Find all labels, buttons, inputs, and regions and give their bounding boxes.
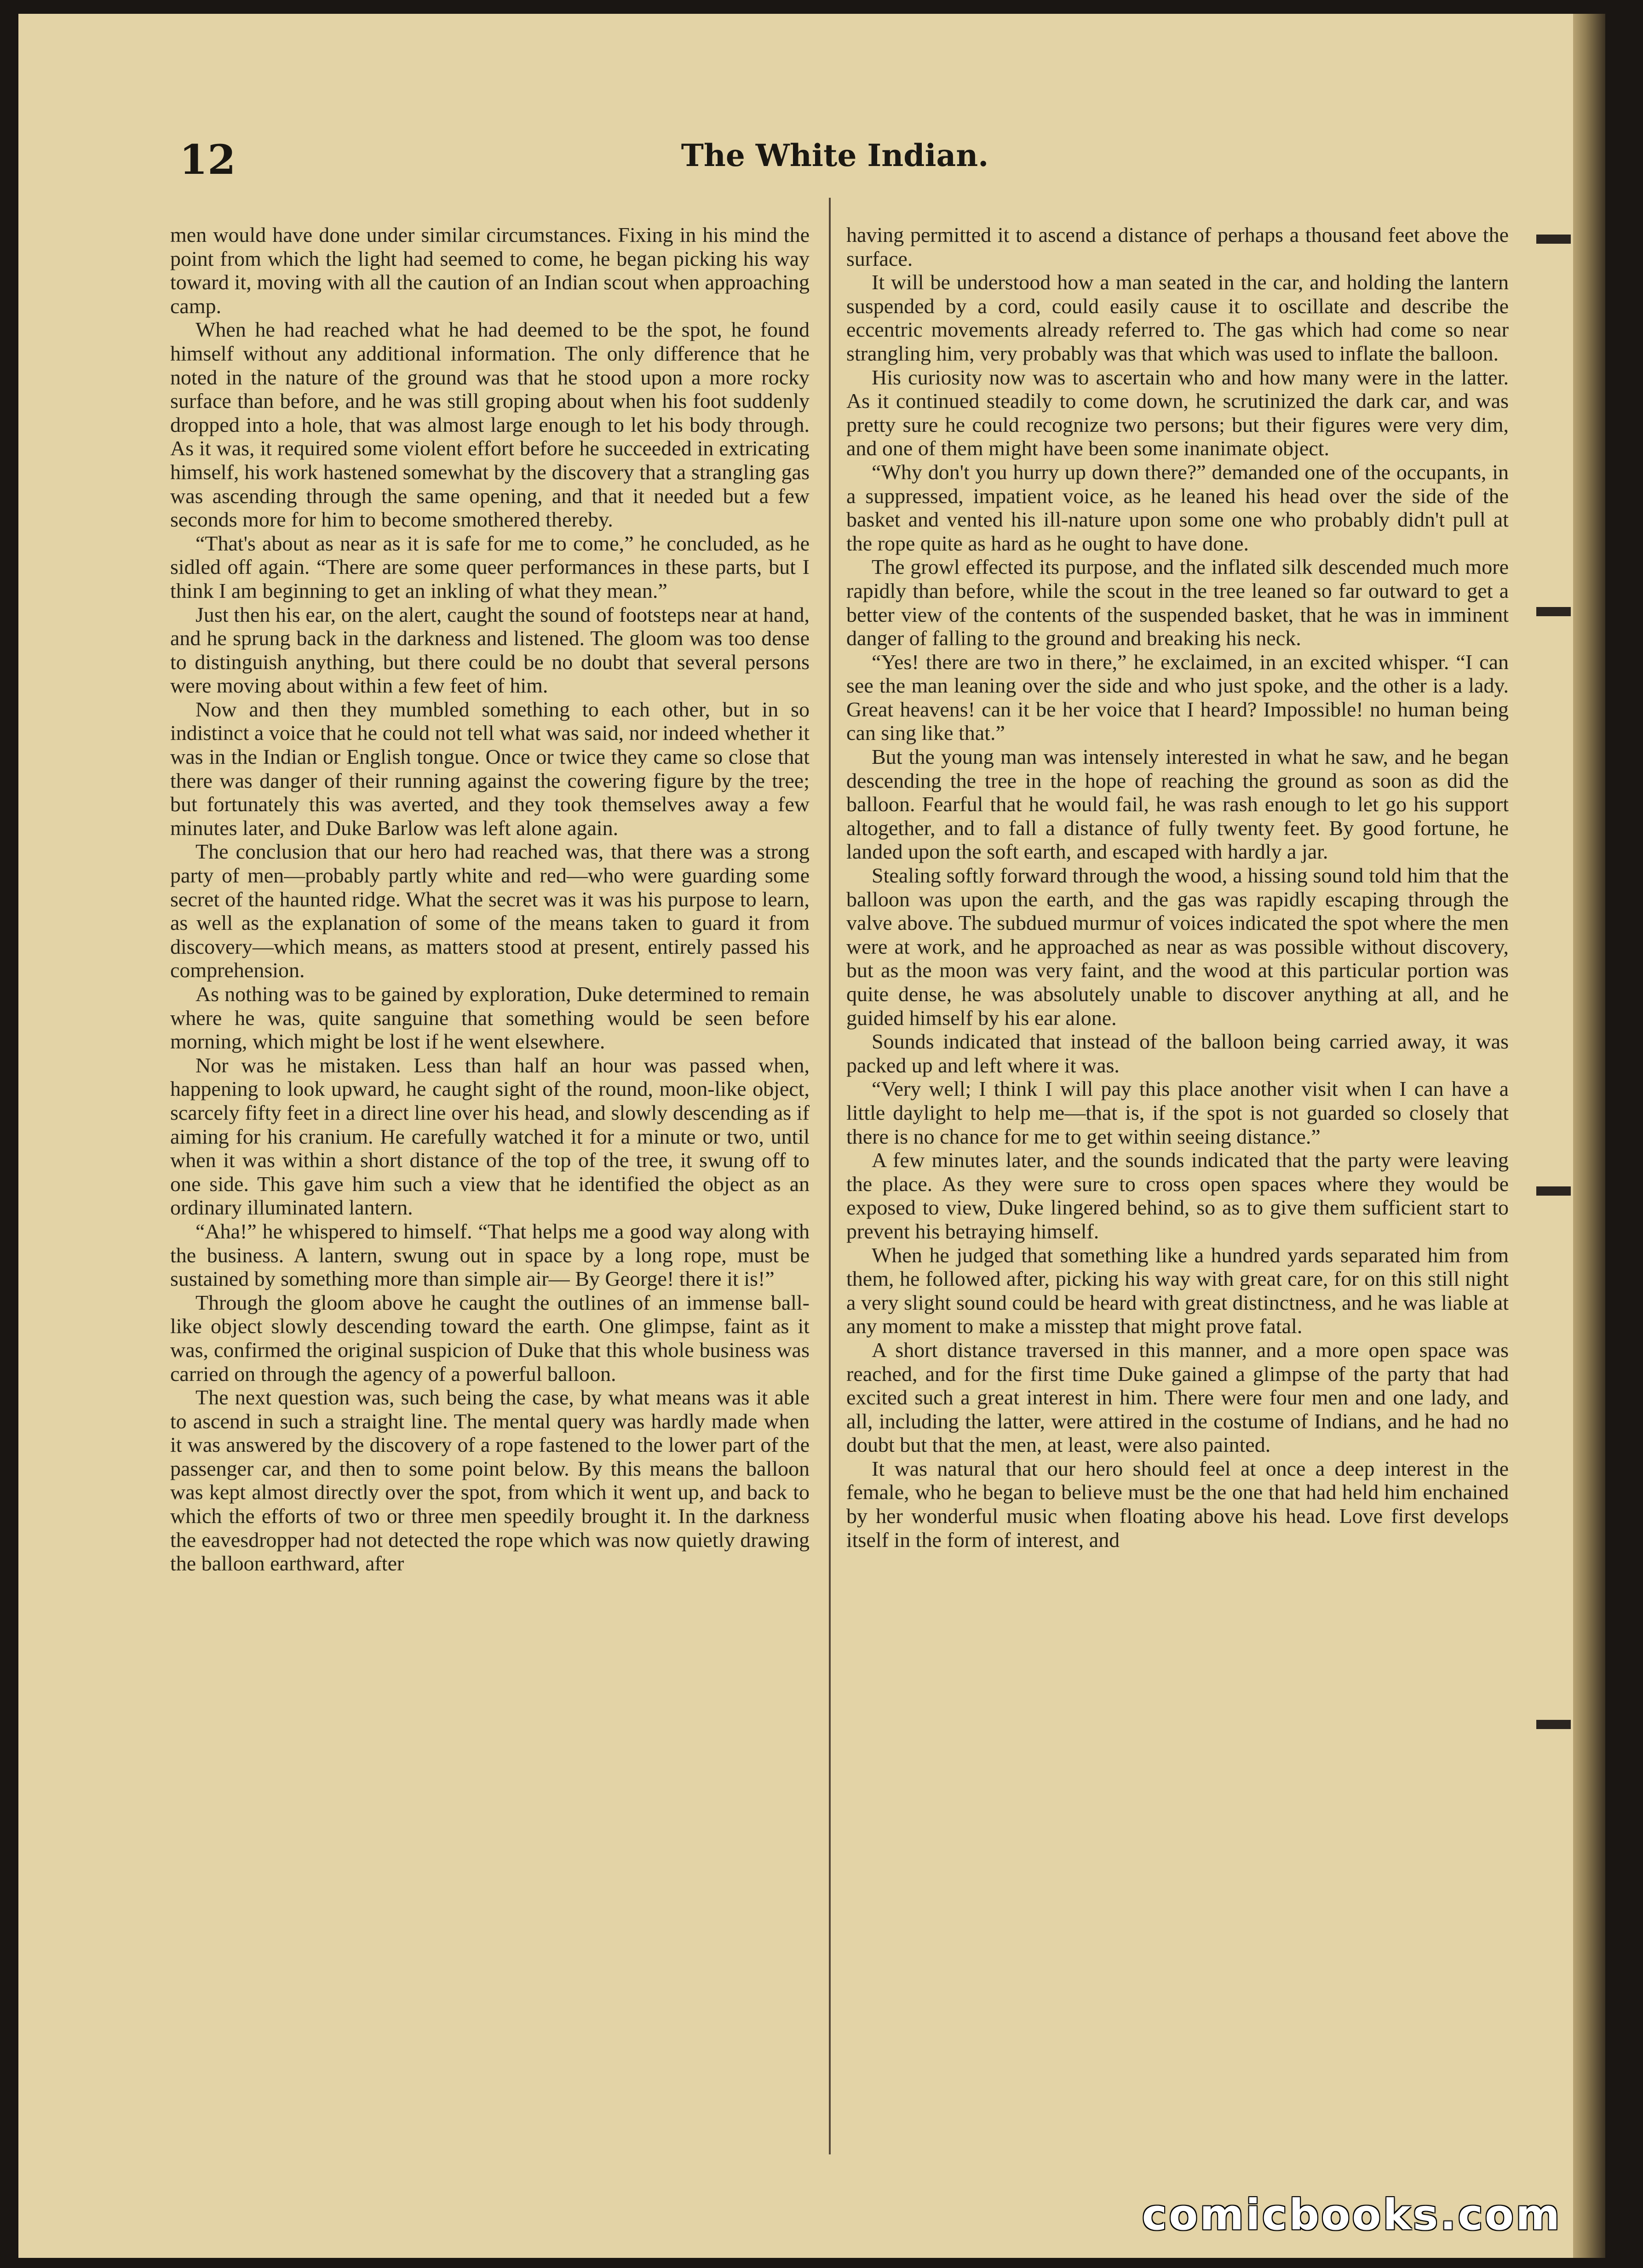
paragraph: Sounds indicated that instead of the balloon being carried away, it was packed up and left where it was. [846, 1030, 1509, 1077]
paragraph: having permitted it to ascend a distance of perhaps a thousand feet above the surface. [846, 223, 1509, 270]
paragraph: Now and then they mumbled something to each other, but in so indistinct a voice that he could not tell what was said, nor indeed whether it was in the Indian or English tongue. Once or twice they came so close that there was danger of their running against the cowering figure by the tree; but fortunately this was averted, and they took themselves away a few minutes later, and Duke Barlow was left alone again. [170, 697, 810, 840]
paragraph: When he had reached what he had deemed to be the spot, he found himself without any additional information. The only difference that he noted in the nature of the ground was that he stood upon a more rocky surface than before, and he was still groping about when his foot suddenly dropped into a hole, that was almost large enough to let his body through. As it was, it required some violent effort before he succeeded in extricating himself, his work hastened somewhat by the discovery that a strangling gas was ascending through the same opening, and that it needed but a few seconds more for him to become smothered thereby. [170, 318, 810, 532]
binding-tab [1536, 1720, 1571, 1729]
paragraph: A few minutes later, and the sounds indicated that the party were leaving the place. As they were sure to cross open spaces where they would be exposed to view, Duke lingered behind, so as to give them sufficient start to prevent his betraying himself. [846, 1148, 1509, 1243]
page-number: 12 [179, 136, 236, 183]
binding-spine [1573, 14, 1605, 2258]
paragraph: “That's about as near as it is safe for me to come,” he concluded, as he sidled off again. “There are some queer performances in these parts, but I think I am beginning to get an inkling of what they mean.” [170, 531, 810, 602]
watermark: comicbooks.com [1142, 2190, 1562, 2239]
paragraph: The next question was, such being the case, by what means was it able to ascend in such a straight line. The mental query was hardly made when it was answered by the discovery of a rope fastened to the lower part of the passenger car, and then to some point below. By this means the balloon was kept almost directly over the spot, from which it went up, and back to which the efforts of two or three men speedily brought it. In the darkness the eavesdropper had not detected the rope which was now quietly drawing the balloon earthward, after [170, 1386, 810, 1575]
binding-tab [1536, 607, 1571, 616]
paragraph: Stealing softly forward through the wood, a hissing sound told him that the balloon was upon the earth, and the gas was rapidly escaping through the valve above. The subdued murmur of voices indicated the spot where the men were at work, and he approached as near as was possible without discovery, but as the moon was very faint, and the wood at this particular portion was quite dense, he was absolutely unable to discover anything at all, and he guided himself by his ear alone. [846, 864, 1509, 1030]
paragraph: When he judged that something like a hundred yards separated him from them, he followed after, picking his way with great care, for on this still night a very slight sound could be heard with great distinctness, and he was liable at any moment to make a misstep that might prove fatal. [846, 1243, 1509, 1338]
paragraph: It will be understood how a man seated in the car, and holding the lantern suspended by a cord, could easily cause it to oscillate and describe the eccentric movements already referred to. The gas which had come so near strangling him, very probably was that which was used to inflate the balloon. [846, 270, 1509, 365]
paragraph: His curiosity now was to ascertain who and how many were in the latter. As it continued steadily to come down, he scrutinized the dark car, and was pretty sure he could recognize two persons; but their figures were very dim, and one of them might have been some inanimate object. [846, 365, 1509, 460]
binding-tab [1536, 235, 1571, 244]
paragraph: “Yes! there are two in there,” he exclaimed, in an excited whisper. “I can see the man leaning over the side and who just spoke, and the other is a lady. Great heavens! can it be her voice that I heard? Impossible! no human being can sing like that.” [846, 650, 1509, 745]
binding-tab [1536, 1186, 1571, 1196]
paragraph: As nothing was to be gained by exploration, Duke determined to remain where he was, quite sanguine that something would be seen before morning, which might be lost if he went elsewhere. [170, 982, 810, 1054]
paragraph: The conclusion that our hero had reached was, that there was a strong party of men—probably partly white and red—who were guarding some secret of the haunted ridge. What the secret was it was his purpose to learn, as well as the explanation of some of the means taken to guard it from discovery—which means, as matters stood at present, entirely passed his comprehension. [170, 840, 810, 982]
right-column [846, 223, 1509, 2154]
paragraph: “Aha!” he whispered to himself. “That helps me a good way along with the business. A lantern, swung out in space by a long rope, must be sustained by something more than simple air— By George! there it is!” [170, 1219, 810, 1291]
paragraph: Through the gloom above he caught the outlines of an immense ball-like object slowly descending toward the earth. One glimpse, faint as it was, confirmed the original suspicion of Duke that this whole business was carried on through the agency of a powerful balloon. [170, 1290, 810, 1386]
paragraph: Nor was he mistaken. Less than half an hour was passed when, happening to look upward, he caught sight of the round, moon-like object, scarcely fifty feet in a direct line over his head, and slowly descending as if aiming for his cranium. He carefully watched it for a minute or two, until when it was within a short distance of the top of the tree, it swung off to one side. This gave him such a view that he identified the object as an ordinary illuminated lantern. [170, 1053, 810, 1220]
page-title: The White Indian. [681, 137, 989, 173]
column-divider [829, 198, 831, 2154]
paragraph: A short distance traversed in this manner, and a more open space was reached, and for the first time Duke gained a glimpse of the party that had excited such a great interest in him. There were four men and one lady, and all, including the latter, were attired in the costume of Indians, and he had no doubt but that the men, at least, were also painted. [846, 1338, 1509, 1457]
paragraph: men would have done under similar circumstances. Fixing in his mind the point from which the light had seemed to come, he began picking his way toward it, moving with all the caution of an Indian scout when approaching camp. [170, 223, 810, 318]
page-header [156, 131, 1513, 186]
document-page [18, 14, 1605, 2258]
paragraph: Just then his ear, on the alert, caught the sound of footsteps near at hand, and he sprung back in the darkness and listened. The gloom was too dense to distinguish anything, but there could be no doubt that several persons were moving about within a few feet of him. [170, 602, 810, 698]
paragraph: But the young man was intensely interested in what he saw, and he began descending the tree in the hope of reaching the ground as soon as did the balloon. Fearful that he would fail, he was rash enough to let go his support altogether, and to fall a distance of fully twenty feet. By good fortune, he landed upon the soft earth, and escaped with hardly a jar. [846, 745, 1509, 864]
paragraph: “Why don't you hurry up down there?” demanded one of the occupants, in a suppressed, impatient voice, as he leaned his head over the side of the basket and vented his ill-nature upon some one who probably didn't pull at the rope quite as hard as he ought to have done. [846, 460, 1509, 555]
paragraph: The growl effected its purpose, and the inflated silk descended much more rapidly than before, while the scout in the tree leaned so far outward to get a better view of the contents of the suspended basket, that he was in imminent danger of falling to the ground and breaking his neck. [846, 555, 1509, 650]
left-column [170, 223, 810, 2154]
paragraph: It was natural that our hero should feel at once a deep interest in the female, who he began to believe must be the one that had held him enchained by her wonderful music when floating above his head. Love first develops itself in the form of interest, and [846, 1456, 1509, 1552]
paragraph: “Very well; I think I will pay this place another visit when I can have a little daylight to help me—that is, if the spot is not guarded so closely that there is no chance for me to get within seeing distance.” [846, 1077, 1509, 1148]
